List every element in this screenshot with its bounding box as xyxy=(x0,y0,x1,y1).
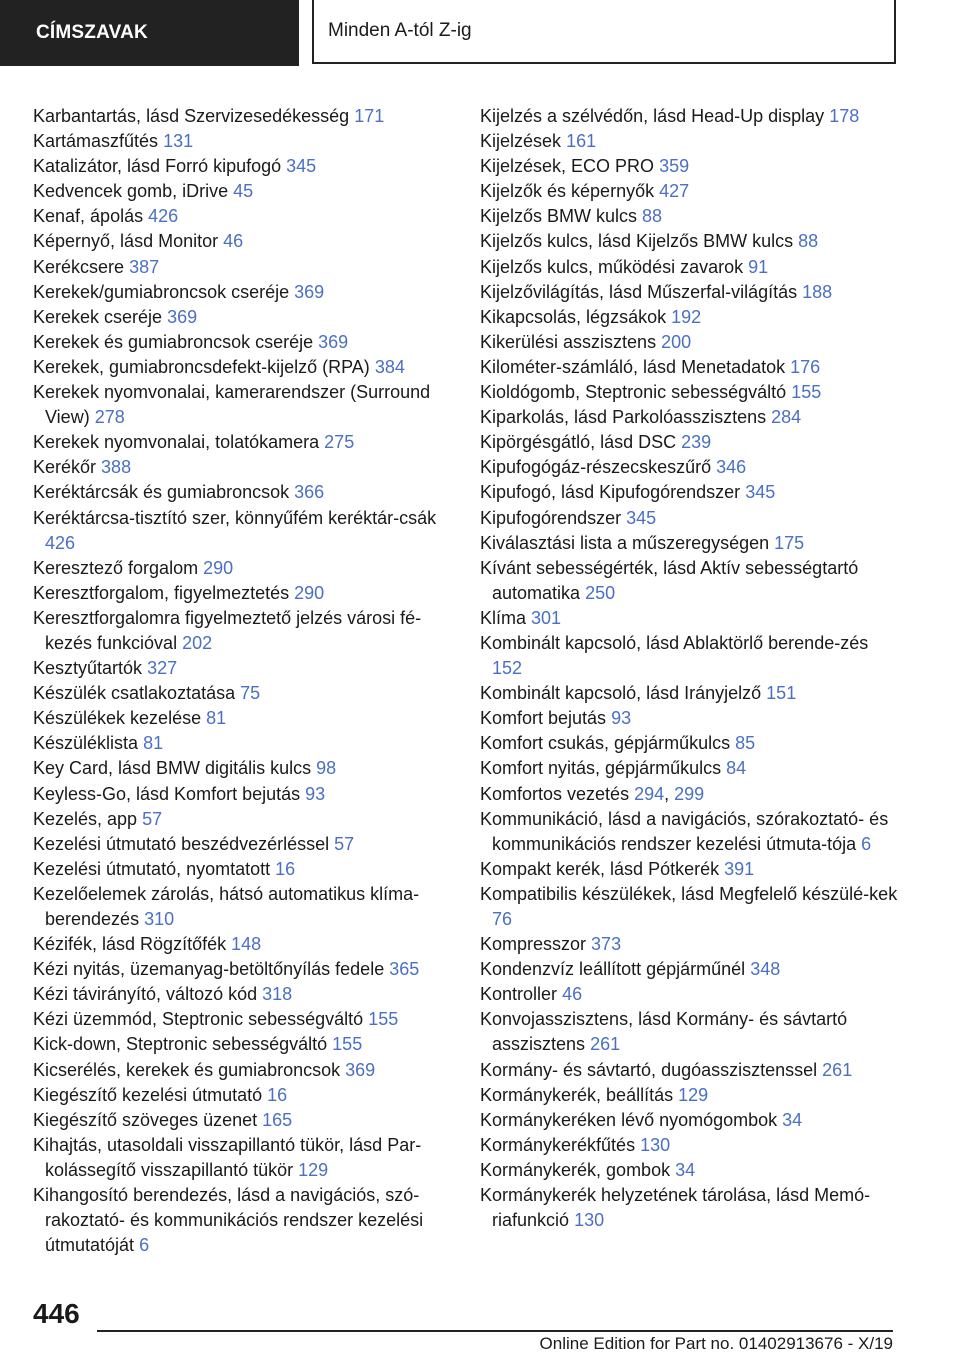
page-reference-link[interactable]: 81 xyxy=(206,708,227,729)
footer-edition-text: Online Edition for Part no. 01402913676 - X/19 xyxy=(539,1334,893,1353)
index-entry-term: Kompatibilis készülékek, lásd Megfelelő készülé-kek xyxy=(480,883,898,904)
index-entry-term: Kedvencek gomb, iDrive xyxy=(33,181,229,202)
page-reference-link[interactable]: 129 xyxy=(298,1159,329,1180)
index-entry xyxy=(480,706,900,731)
index-entry-term: Kihangosító berendezés, lásd a navigációs, szó-rakoztató- és kommunikációs rendszer kezelési útmutatóját xyxy=(33,1185,424,1256)
footer-divider xyxy=(97,1330,893,1332)
index-entry xyxy=(33,606,453,656)
page-reference-link[interactable]: 88 xyxy=(798,231,819,252)
index-entry xyxy=(480,1108,900,1133)
page-reference-link[interactable]: 366 xyxy=(294,482,325,503)
page-reference-link[interactable]: 151 xyxy=(766,683,797,704)
index-entry-term: Kipufogó, lásd Kipufogórendszer xyxy=(480,482,741,503)
index-entry-term: Kerekek cseréje xyxy=(33,306,163,327)
page-reference-link[interactable]: 278 xyxy=(94,407,125,428)
index-entry-term: Kívánt sebességérték, lásd Aktív sebességtartó automatika xyxy=(480,557,859,603)
index-entry xyxy=(480,631,900,681)
index-entry xyxy=(480,531,900,556)
index-entry-term: Kerekek nyomvonalai, kamerarendszer (Surround View) xyxy=(33,382,431,428)
page-reference-link[interactable]: 155 xyxy=(368,1009,399,1030)
index-entry xyxy=(33,380,453,430)
chapter-title-label: Minden A-tól Z-ig xyxy=(328,20,472,41)
page-reference-link[interactable]: 165 xyxy=(262,1109,293,1130)
index-entry xyxy=(33,229,453,254)
index-entry-term: Klíma xyxy=(480,607,527,628)
index-entry-term: Keréktárcsa-tisztító szer, könnyűfém keréktár-csák xyxy=(33,507,437,528)
index-entry xyxy=(33,807,453,832)
section-tab-label: CÍMSZAVAK xyxy=(36,22,148,43)
index-entry-term: Komfortos vezetés xyxy=(480,783,630,804)
index-entry xyxy=(480,982,900,1007)
page-reference-link[interactable]: 327 xyxy=(147,658,178,679)
index-entry-term: Kijelzés a szélvédőn, lásd Head-Up display xyxy=(480,106,825,126)
page-reference-link[interactable]: 155 xyxy=(332,1034,363,1055)
index-entry xyxy=(480,330,900,355)
index-entry xyxy=(33,280,453,305)
index-entry xyxy=(33,1183,453,1258)
index-entry-term: Keresztforgalom, figyelmeztetés xyxy=(33,582,290,603)
page-reference-link[interactable]: 192 xyxy=(671,306,702,327)
page-reference-link[interactable]: 346 xyxy=(716,457,747,478)
index-entry xyxy=(480,154,900,179)
page-reference-link[interactable]: 6 xyxy=(861,833,872,854)
index-entry-term: Kerekek nyomvonalai, tolatókamera xyxy=(33,432,320,453)
index-column-left xyxy=(33,104,453,1258)
index-entry-term: Kipufogórendszer xyxy=(480,507,622,528)
index-entry-term: Kijelzők és képernyők xyxy=(480,181,655,202)
page-reference-link[interactable]: 369 xyxy=(294,281,325,302)
page-reference-link[interactable]: 365 xyxy=(389,959,420,980)
index-entry xyxy=(480,179,900,204)
index-entry xyxy=(33,681,453,706)
index-entry-term: Kormánykerék, beállítás xyxy=(480,1084,674,1105)
index-entry-term: Kerekek és gumiabroncsok cseréje xyxy=(33,331,314,352)
index-entry xyxy=(480,1007,900,1057)
page-reference-link[interactable]: 294 xyxy=(634,783,665,804)
index-entry-term: Kézi üzemmód, Steptronic sebességváltó xyxy=(33,1009,364,1030)
index-entry-term: Kenaf, ápolás xyxy=(33,206,144,227)
index-entry xyxy=(480,204,900,229)
index-entry-term: Kompresszor xyxy=(480,934,587,955)
index-entry xyxy=(33,1083,453,1108)
index-entry-term: Kombinált kapcsoló, lásd Irányjelző xyxy=(480,683,762,704)
page-reference-link[interactable]: 16 xyxy=(267,1084,288,1105)
index-entry-term: Kerékőr xyxy=(33,457,97,478)
index-entry xyxy=(33,1108,453,1133)
index-entry xyxy=(480,731,900,756)
index-entry-term: Kézifék, lásd Rögzítőfék xyxy=(33,934,227,955)
index-entry xyxy=(33,882,453,932)
index-entry xyxy=(480,1133,900,1158)
index-entry xyxy=(33,957,453,982)
index-entry xyxy=(33,982,453,1007)
index-entry: Komfortos vezetés 294, 299 xyxy=(480,783,705,804)
page-reference-link[interactable]: 155 xyxy=(791,382,822,403)
page-reference-link[interactable]: 426 xyxy=(45,532,76,553)
index-entry-term: Kicserélés, kerekek és gumiabroncsok xyxy=(33,1059,341,1080)
index-entry-term: Kondenzvíz leállított gépjárműnél xyxy=(480,959,746,980)
index-entry-term: Kormánykerék helyzetének tárolása, lásd Memó-riafunkció xyxy=(480,1185,871,1231)
index-entry xyxy=(33,581,453,606)
page-reference-link[interactable]: 200 xyxy=(661,331,692,352)
page-reference-link[interactable]: 391 xyxy=(724,858,755,879)
page-reference-link[interactable]: 275 xyxy=(324,432,355,453)
index-entry xyxy=(480,932,900,957)
index-entry-term: Keréktárcsák és gumiabroncsok xyxy=(33,482,290,503)
index-entry xyxy=(480,255,900,280)
page-reference-link[interactable]: 46 xyxy=(223,231,244,252)
index-entry xyxy=(480,380,900,405)
page-reference-link[interactable]: 373 xyxy=(591,934,622,955)
index-entry xyxy=(33,104,453,129)
page-reference-link[interactable]: 152 xyxy=(492,658,523,679)
index-entry xyxy=(33,179,453,204)
page-reference-link[interactable]: 301 xyxy=(531,607,562,628)
index-entry-term: Kormánykerék, gombok xyxy=(480,1159,671,1180)
page-reference-link[interactable]: 388 xyxy=(101,457,132,478)
index-entry-term: Keresztező forgalom xyxy=(33,557,199,578)
index-entry-term: Kiparkolás, lásd Parkolóasszisztens xyxy=(480,407,767,428)
index-entry xyxy=(480,1158,900,1183)
chapter-title-tab xyxy=(312,0,896,64)
index-entry-term: Kijelzős kulcs, lásd Kijelzős BMW kulcs xyxy=(480,231,794,252)
index-entry-term: Kézi nyitás, üzemanyag-betöltőnyílás fedele xyxy=(33,959,385,980)
page-reference-link[interactable]: 310 xyxy=(144,909,175,929)
index-entry xyxy=(33,1007,453,1032)
index-entry-term: Kerekek, gumiabroncsdefekt-kijelző (RPA) xyxy=(33,356,370,377)
index-entry-term: Kiegészítő szöveges üzenet xyxy=(33,1109,258,1130)
index-entry xyxy=(33,129,453,154)
index-entry-term: Kijelzős BMW kulcs xyxy=(480,206,638,227)
index-entry xyxy=(33,154,453,179)
page-reference-link[interactable]: 171 xyxy=(354,106,385,126)
page-reference-link[interactable]: 261 xyxy=(822,1059,853,1080)
index-entry xyxy=(33,857,453,882)
index-entry-term: Kezelési útmutató, nyomtatott xyxy=(33,858,271,879)
index-entry xyxy=(480,455,900,480)
index-entry-term: Key Card, lásd BMW digitális kulcs xyxy=(33,758,312,779)
index-entry-term: Kijelzések, ECO PRO xyxy=(480,156,655,177)
index-entry-term: Kezelési útmutató beszédvezérléssel xyxy=(33,833,330,854)
index-column-right xyxy=(480,104,900,1233)
index-entry-term: Kompakt kerék, lásd Pótkerék xyxy=(480,858,720,879)
page-reference-link[interactable]: 427 xyxy=(659,181,690,202)
index-entry-term: Katalizátor, lásd Forró kipufogó xyxy=(33,156,282,177)
index-entry xyxy=(480,756,900,781)
page-reference-link[interactable]: 84 xyxy=(726,758,747,779)
index-entry-term: Keresztforgalomra figyelmeztető jelzés városi fé-kezés funkcióval xyxy=(33,607,422,653)
index-entry xyxy=(33,305,453,330)
index-entry xyxy=(33,556,453,581)
page-reference-link[interactable]: 345 xyxy=(286,156,317,177)
page-reference-link[interactable]: 88 xyxy=(642,206,663,227)
index-entry-term: Karbantartás, lásd Szervizesedékesség xyxy=(33,106,350,126)
page-reference-link[interactable]: 91 xyxy=(748,256,769,277)
index-entry-term: Kipufogógáz-részecskeszűrő xyxy=(480,457,712,478)
index-entry xyxy=(480,606,900,631)
index-entry xyxy=(33,430,453,455)
page-reference-link[interactable]: 16 xyxy=(275,858,296,879)
page-reference-link[interactable]: 93 xyxy=(611,708,632,729)
page-reference-link[interactable]: 188 xyxy=(802,281,833,302)
page-reference-link[interactable]: 290 xyxy=(203,557,234,578)
page-reference-link[interactable]: 369 xyxy=(345,1059,376,1080)
index-entry xyxy=(480,556,900,606)
index-entry xyxy=(480,857,900,882)
index-entry xyxy=(33,782,453,807)
index-entry-term: Kézi távirányító, változó kód xyxy=(33,984,258,1005)
index-entry-term: Komfort bejutás xyxy=(480,708,607,729)
index-entry-term: Kioldógomb, Steptronic sebességváltó xyxy=(480,382,787,403)
page-reference-link[interactable]: 81 xyxy=(143,733,164,754)
index-entry-term: Kormány- és sávtartó, dugóasszisztenssel xyxy=(480,1059,818,1080)
index-entry-term: Konvojasszisztens, lásd Kormány- és sávtartó asszisztens xyxy=(480,1009,848,1055)
index-entry xyxy=(480,104,900,129)
index-entry-term: Kezelés, app xyxy=(33,808,138,829)
index-entry-term: Kilométer-számláló, lásd Menetadatok xyxy=(480,356,786,377)
index-entry xyxy=(480,129,900,154)
index-entry xyxy=(480,280,900,305)
index-entry xyxy=(480,681,900,706)
page-reference-link[interactable]: 359 xyxy=(659,156,690,177)
page-reference-link[interactable]: 178 xyxy=(829,106,860,126)
index-entry xyxy=(480,229,900,254)
index-entry-term: Kijelzések xyxy=(480,131,562,152)
index-entry-term: Kikapcsolás, légzsákok xyxy=(480,306,667,327)
index-entry xyxy=(33,255,453,280)
index-entry-term: Komfort nyitás, gépjárműkulcs xyxy=(480,758,722,779)
page-reference-link[interactable]: 239 xyxy=(681,432,712,453)
index-entry-term: Készülékek kezelése xyxy=(33,708,202,729)
index-entry xyxy=(33,832,453,857)
index-entry-term: Kipörgésgátló, lásd DSC xyxy=(480,432,677,453)
page-reference-link[interactable]: 345 xyxy=(745,482,776,503)
index-entry-term: Kesztyűtartók xyxy=(33,658,143,679)
page-reference-link[interactable]: 261 xyxy=(590,1034,621,1055)
index-entry xyxy=(33,1032,453,1057)
page-reference-link[interactable]: 34 xyxy=(782,1109,803,1130)
page-reference-link[interactable]: 57 xyxy=(334,833,355,854)
page-reference-link[interactable]: 131 xyxy=(163,131,194,152)
page-reference-link[interactable]: 75 xyxy=(240,683,261,704)
index-entry xyxy=(480,355,900,380)
page-reference-link[interactable]: 202 xyxy=(182,632,213,653)
index-entry-term: Kezelőelemek zárolás, hátsó automatikus klíma-berendezés xyxy=(33,883,420,929)
page-reference-link[interactable]: 176 xyxy=(790,356,821,377)
page-reference-link[interactable]: 129 xyxy=(678,1084,709,1105)
index-entry-term: Kiválasztási lista a műszeregységen xyxy=(480,532,770,553)
index-entry xyxy=(480,305,900,330)
index-entry xyxy=(33,756,453,781)
page-reference-link[interactable]: 290 xyxy=(294,582,325,603)
page-reference-link[interactable]: 6 xyxy=(139,1235,150,1256)
index-entry xyxy=(33,706,453,731)
index-entry xyxy=(33,480,453,505)
index-entry xyxy=(33,1133,453,1183)
page-reference-link[interactable]: 384 xyxy=(374,356,405,377)
index-entry-term: Kombinált kapcsoló, lásd Ablaktörlő berende-zés xyxy=(480,632,869,653)
index-entry-term: Kerekek/gumiabroncsok cseréje xyxy=(33,281,290,302)
page-reference-link[interactable]: 299 xyxy=(674,783,705,804)
index-entry-term: Komfort csukás, gépjárműkulcs xyxy=(480,733,731,754)
page-reference-link[interactable]: 46 xyxy=(562,984,583,1005)
page-reference-link[interactable]: 130 xyxy=(640,1134,671,1155)
page-reference-link[interactable]: 348 xyxy=(750,959,781,980)
index-entry xyxy=(480,430,900,455)
index-entry-term: Készüléklista xyxy=(33,733,139,754)
index-entry-term: Kontroller xyxy=(480,984,558,1005)
page-number: 446 xyxy=(33,1298,80,1329)
index-entry xyxy=(480,1183,900,1233)
index-entry xyxy=(33,204,453,229)
index-entry xyxy=(480,1083,900,1108)
page-reference-link[interactable]: 130 xyxy=(574,1210,605,1231)
page-reference-link[interactable]: 284 xyxy=(771,407,802,428)
page-reference-link[interactable]: 250 xyxy=(585,582,616,603)
index-entry xyxy=(480,405,900,430)
index-entry xyxy=(33,932,453,957)
page-reference-link[interactable]: 85 xyxy=(735,733,756,754)
page-reference-link[interactable]: 369 xyxy=(318,331,349,352)
index-entry-term: Kommunikáció, lásd a navigációs, szórakoztató- és kommunikációs rendszer kezelési útmuta-tója xyxy=(480,808,889,854)
page-reference-link[interactable]: 369 xyxy=(167,306,198,327)
index-entry xyxy=(480,480,900,505)
index-entry xyxy=(33,731,453,756)
index-entry xyxy=(480,506,900,531)
page-reference-link[interactable]: 57 xyxy=(142,808,163,829)
index-entry-term: Kihajtás, utasoldali visszapillantó tükör, lásd Par-kolássegítő visszapillantó tükör xyxy=(33,1134,422,1180)
index-entry-term: Kikerülési asszisztens xyxy=(480,331,657,352)
index-entry xyxy=(480,882,900,932)
page-reference-link[interactable]: 426 xyxy=(148,206,179,227)
index-entry-term: Kijelzős kulcs, működési zavarok xyxy=(480,256,744,277)
page-reference-link[interactable]: 93 xyxy=(305,783,326,804)
page-header xyxy=(0,0,960,66)
index-entry xyxy=(33,656,453,681)
page-reference-link[interactable]: 98 xyxy=(316,758,337,779)
page-reference-link[interactable]: 387 xyxy=(129,256,160,277)
index-entry-term: Kiegészítő kezelési útmutató xyxy=(33,1084,263,1105)
page-reference-link[interactable]: 76 xyxy=(492,909,513,929)
page-reference-link[interactable]: 148 xyxy=(231,934,262,955)
section-tab xyxy=(0,0,299,66)
index-entry-term: Kijelzővilágítás, lásd Műszerfal-világítás xyxy=(480,281,798,302)
page-reference-link[interactable]: 45 xyxy=(233,181,254,202)
index-entry-term: Kick-down, Steptronic sebességváltó xyxy=(33,1034,328,1055)
index-entry xyxy=(33,506,453,556)
index-entry xyxy=(33,355,453,380)
index-entry-term: Kormánykeréken lévő nyomógombok xyxy=(480,1109,778,1130)
page-reference-link[interactable]: 318 xyxy=(262,984,293,1005)
index-entry-term: Kormánykerékfűtés xyxy=(480,1134,636,1155)
index-entry xyxy=(33,1058,453,1083)
page-reference-link[interactable]: 34 xyxy=(675,1159,696,1180)
page-reference-link[interactable]: 345 xyxy=(626,507,657,528)
index-entry xyxy=(33,330,453,355)
index-entry-term: Kerékcsere xyxy=(33,256,125,277)
page-reference-link[interactable]: 175 xyxy=(774,532,805,553)
index-entry-term: Kartámaszfűtés xyxy=(33,131,159,152)
index-entry xyxy=(33,455,453,480)
index-entry-term: Képernyő, lásd Monitor xyxy=(33,231,219,252)
page-reference-link[interactable]: 161 xyxy=(566,131,597,152)
index-entry xyxy=(480,1058,900,1083)
index-entry-term: Keyless-Go, lásd Komfort bejutás xyxy=(33,783,301,804)
index-entry xyxy=(480,957,900,982)
index-entry-term: Készülék csatlakoztatása xyxy=(33,683,236,704)
index-entry xyxy=(480,807,900,857)
